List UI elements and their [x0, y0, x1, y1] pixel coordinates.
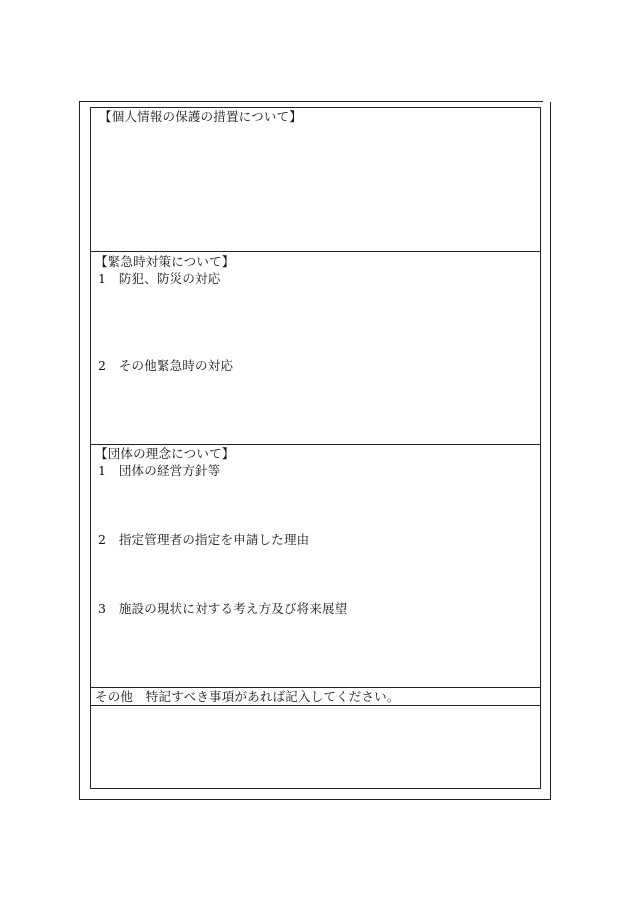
philosophy-item-1: 1 団体の経営方針等 — [98, 463, 221, 478]
divider — [90, 444, 541, 445]
other-answer-area[interactable] — [90, 706, 541, 788]
philosophy-item-1-answer-area[interactable] — [90, 480, 541, 532]
other-heading: その他 特記すべき事項があれば記入してください。 — [95, 689, 400, 704]
divider — [90, 251, 541, 252]
philosophy-item-2: 2 指定管理者の指定を申請した理由 — [98, 532, 310, 547]
emergency-heading: 【緊急時対策について】 — [95, 254, 235, 269]
philosophy-item-3-answer-area[interactable] — [90, 618, 541, 687]
divider — [90, 687, 541, 688]
privacy-heading: 【個人情報の保護の措置について】 — [99, 109, 302, 124]
philosophy-item-2-answer-area[interactable] — [90, 549, 541, 599]
philosophy-item-3: 3 施設の現状に対する考え方及び将来展望 — [98, 601, 348, 616]
philosophy-heading: 【団体の理念について】 — [95, 446, 235, 461]
privacy-answer-area[interactable] — [90, 124, 541, 251]
emergency-item-2-answer-area[interactable] — [90, 375, 541, 443]
emergency-item-1: 1 防犯、防災の対応 — [98, 271, 221, 286]
emergency-item-2: 2 その他緊急時の対応 — [98, 358, 234, 373]
emergency-item-1-answer-area[interactable] — [90, 288, 541, 354]
